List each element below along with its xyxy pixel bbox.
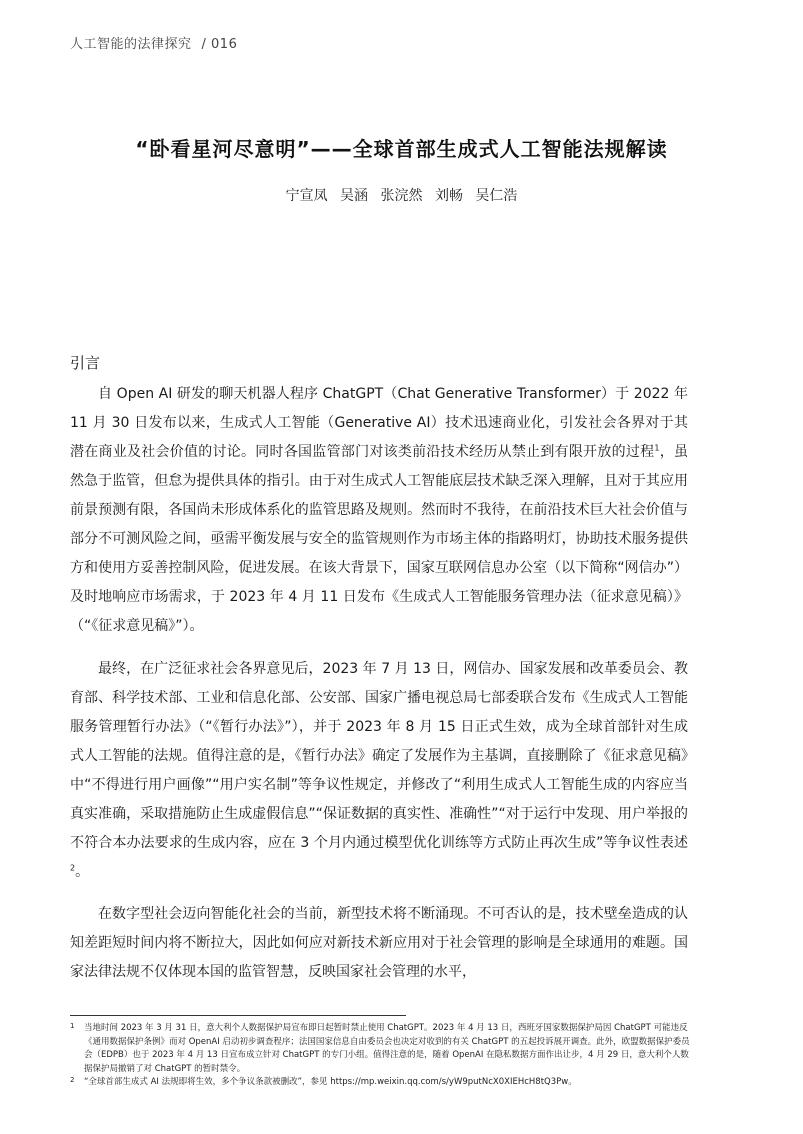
running-title: 人工智能的法律探究: [70, 37, 192, 52]
article-title: “卧看星河尽意明”——全球首部生成式人工智能法规解读: [135, 137, 668, 161]
paragraph: [70, 900, 688, 987]
footnote: [70, 1076, 690, 1090]
paragraph-text: ，虽然急于监管，但怠为提供具体的指引。由于对生成式人工智能底层技术缺乏深入理解，且对于其应用前景预测有限，各国尚未形成体系化的监管思路及规则。然而时不我待，在前沿技术巨大社会价值与部分不可测风险之间，亟需平衡发展与安全的监管规则作为市场主体的指路明灯，协助技术服务提供方和使用方妥善控制风险，促进发展。在该大背景下，国家互联网信息办公室（以下简称“网信办”）及时地响应市场需求，于 2023 年 4 月 11 日发布《生成式人工智能服务管理办法（征求意见稿）》（“《征求意见稿》”）。: [70, 444, 689, 634]
paragraph-text: 自 Open AI 研发的聊天机器人程序 ChatGPT（Chat Generative Transformer）于 2022 年 11 月 30 日发布以来，生成式人工智能（Generative AI）技术迅速商业化，引发社会各界对于其潜在商业及社会价值的讨论。同时各国监管部门对该类前沿技术经历从禁止到有限开放的过程: [70, 386, 688, 460]
author-list: [0, 185, 803, 205]
footnote-divider: [70, 1015, 406, 1016]
footnotes: [70, 1022, 690, 1090]
author-name: 张浣然: [380, 188, 423, 204]
body-paragraph-3: [70, 900, 688, 987]
author-name: 宁宣凤: [285, 188, 328, 204]
section-heading: 引言: [70, 354, 101, 372]
body-paragraph-2: [70, 655, 688, 887]
footnote-ref[interactable]: 1: [654, 443, 660, 453]
footnote-text: “全球首部生成式 AI 法规即将生效，多个争议条款被删改”，参见 https://mp.weixin.qq.com/s/yW9putNcX0XIEHcH8tQ3Pw。: [84, 1077, 577, 1087]
footnote-number: 1: [70, 1022, 75, 1030]
page-number: / 016: [201, 37, 238, 52]
footnote-text: 当地时间 2023 年 3 月 31 日，意大利个人数据保护局宣布即日起暂时禁止使用 ChatGPT。2023 年 4 月 13 日，西班牙国家数据保护局因 ChatGPT 可能违反《通用数据保护条例》而对 OpenAI 启动初步调查程序；法国国家信息自由委员会也决定对收到的有关 ChatGPT 的五起投诉展开调查。此外，欧盟数据保护委员会（EDPB）也于 2023 年 4 月 13 日宣布成立针对 ChatGPT 的专门小组。值得注意的是，随着 OpenAI 在隐私数据方面作出让步，4 月 29 日，意大利个人数据保护局撤销了对 ChatGPT 的暂时禁令。: [84, 1023, 690, 1074]
paragraph: [70, 380, 688, 641]
paragraph-text: 最终，在广泛征求社会各界意见后，2023 年 7 月 13 日，网信办、国家发展和改革委员会、教育部、科学技术部、工业和信息化部、公安部、国家广播电视总局七部委联合发布《生成式人工智能服务管理暂行办法》（“《暂行办法》”），并于 2023 年 8 月 15 日正式生效，成为全球首部针对生成式人工智能的法规。值得注意的是，《暂行办法》确定了发展作为主基调，直接删除了《征求意见稿》中“不得进行用户画像”“用户实名制”等争议性规定，并修改了“利用生成式人工智能生成的内容应当真实准确，采取措施防止生成虚假信息”“保证数据的真实性、准确性”“对于运行中发现、用户举报的不符合本办法要求的生成内容，应在 3 个月内通过模型优化训练等方式防止再次生成”等争议性表述: [70, 661, 688, 851]
footnote-ref[interactable]: 2: [70, 863, 76, 873]
paragraph: [70, 655, 688, 887]
footnote-number: 2: [70, 1076, 75, 1084]
paragraph-text: 在数字型社会迈向智能化社会的当前，新型技术将不断涌现。不可否认的是，技术壁垒造成的认知差距短时间内将不断拉大，因此如何应对新技术新应用对于社会管理的影响是全球通用的难题。国家法律法规不仅体现本国的监管智慧，反映国家社会管理的水平，: [70, 906, 688, 980]
author-name: 刘畅: [434, 188, 463, 204]
running-header: [70, 33, 237, 52]
author-name: 吴涵: [340, 188, 369, 204]
footnote: [70, 1022, 690, 1076]
author-name: 吴仁浩: [475, 188, 518, 204]
paragraph-text: 。: [75, 864, 90, 880]
body-paragraph-1: [70, 380, 688, 641]
